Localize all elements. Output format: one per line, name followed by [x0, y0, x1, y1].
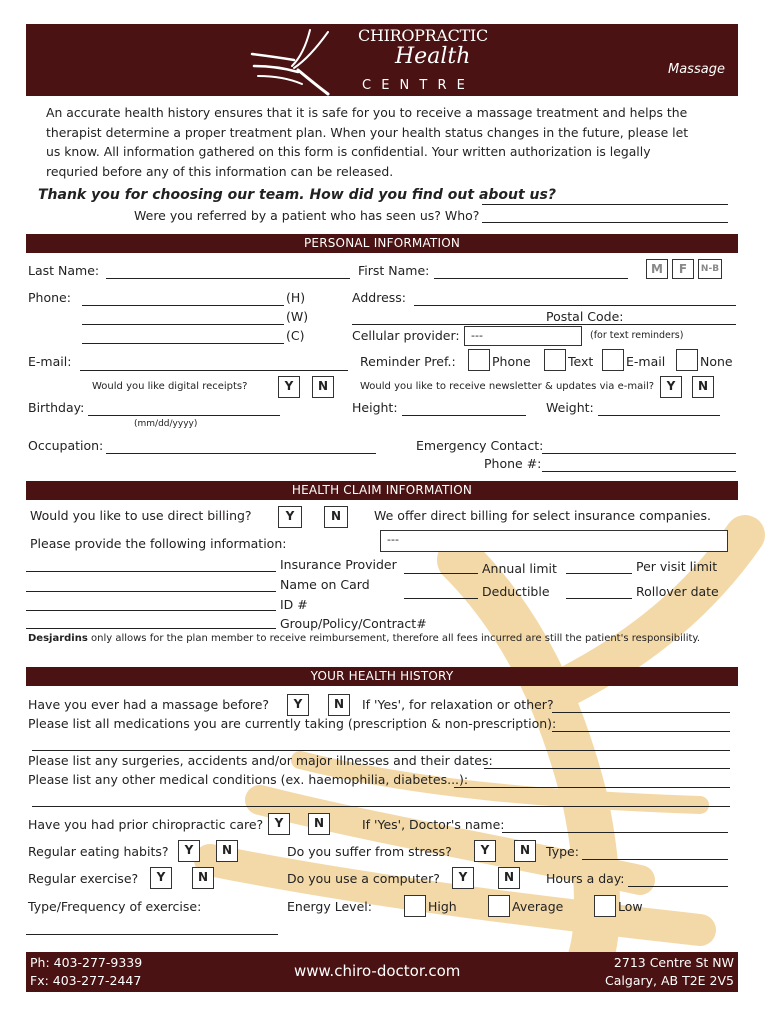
- gender-nb-box[interactable]: N-B: [698, 259, 722, 279]
- id-field[interactable]: [26, 610, 276, 611]
- conditions-label: Please list any other medical conditions (ex. haemophilia, diabetes...):: [28, 772, 469, 787]
- exercise-type-label: Type/Frequency of exercise:: [28, 899, 202, 914]
- brand-name: CHIROPRACTIC: [358, 26, 488, 45]
- first-name-label: First Name:: [358, 263, 430, 278]
- name-on-card-label: Name on Card: [280, 577, 370, 592]
- email-label: E-mail:: [28, 354, 72, 369]
- brand-health: Health: [395, 44, 471, 69]
- postal-code-label: Postal Code:: [546, 309, 624, 324]
- massage-no-box[interactable]: N: [328, 694, 350, 716]
- eating-habits-label: Regular eating habits?: [28, 844, 169, 859]
- phone-work-suffix: (W): [286, 309, 309, 324]
- medications-field[interactable]: [552, 731, 730, 732]
- exercise-yes-box[interactable]: Y: [150, 867, 172, 889]
- eating-yes-box[interactable]: Y: [178, 840, 200, 862]
- medications-label: Please list all medications you are currently taking (prescription & non-prescription):: [28, 716, 557, 731]
- footer-address-1: 2713 Centre St NW: [613, 955, 734, 970]
- surgeries-field[interactable]: [484, 768, 730, 769]
- prior-chiro-label: Have you had prior chiropractic care?: [28, 817, 264, 832]
- phone-cell-suffix: (C): [286, 328, 305, 343]
- gender-f-box[interactable]: F: [672, 259, 694, 279]
- height-field[interactable]: [402, 415, 526, 416]
- first-name-field[interactable]: [434, 278, 628, 279]
- newsletter-no-box[interactable]: N: [692, 376, 714, 398]
- chiro-yes-box[interactable]: Y: [268, 813, 290, 835]
- stress-no-box[interactable]: N: [514, 840, 536, 862]
- footer-address-2: Calgary, AB T2E 2V5: [605, 973, 734, 988]
- name-on-card-field[interactable]: [26, 591, 276, 592]
- emergency-phone-label: Phone #:: [484, 456, 542, 471]
- occupation-label: Occupation:: [28, 438, 104, 453]
- direct-billing-offer: We offer direct billing for select insurance companies.: [374, 508, 711, 523]
- energy-average-checkbox[interactable]: [488, 895, 510, 917]
- weight-label: Weight:: [546, 400, 594, 415]
- medications-field-2[interactable]: [32, 750, 730, 751]
- energy-average-label: Average: [512, 899, 564, 914]
- massage-yes-box[interactable]: Y: [287, 694, 309, 716]
- receipts-no-box[interactable]: N: [312, 376, 334, 398]
- provide-info-label: Please provide the following information:: [30, 536, 287, 551]
- surgeries-label: Please list any surgeries, accidents and/or major illnesses and their dates:: [28, 753, 493, 768]
- footer-website[interactable]: www.chiro-doctor.com: [294, 962, 461, 980]
- insurance-provider-field[interactable]: [26, 571, 276, 572]
- energy-high-label: High: [428, 899, 457, 914]
- section-claim-header: HEALTH CLAIM INFORMATION: [26, 481, 738, 500]
- footer-phone: Ph: 403-277-9339: [30, 955, 143, 970]
- brand-logo-icon: [248, 26, 358, 96]
- energy-high-checkbox[interactable]: [404, 895, 426, 917]
- birthday-field[interactable]: [88, 415, 280, 416]
- occupation-field[interactable]: [106, 453, 376, 454]
- weight-field[interactable]: [598, 415, 720, 416]
- address-line2-field[interactable]: [352, 324, 736, 325]
- desjardins-text: only allows for the plan member to receive reimbursement, therefore all fees incurred are still the patient's responsibility.: [87, 633, 701, 644]
- pref-text-label: Text: [568, 354, 594, 369]
- pref-phone-label: Phone: [492, 354, 531, 369]
- desjardins-name: Desjardins: [28, 633, 88, 644]
- address-label: Address:: [352, 290, 406, 305]
- cellular-provider-select[interactable]: ---: [464, 326, 582, 346]
- brand-centre: C E N T R E: [362, 78, 468, 93]
- phone-home-suffix: (H): [286, 290, 306, 305]
- text-reminders-note: (for text reminders): [590, 330, 684, 341]
- birthday-label: Birthday:: [28, 400, 85, 415]
- email-field[interactable]: [80, 370, 348, 371]
- emergency-contact-label: Emergency Contact:: [416, 438, 544, 453]
- date-format-hint: (mm/dd/yyyy): [134, 419, 198, 429]
- reminder-pref-label: Reminder Pref.:: [360, 354, 456, 369]
- address-field[interactable]: [414, 305, 736, 306]
- form-type-label: Massage: [668, 62, 725, 77]
- phone-work-field[interactable]: [82, 324, 284, 325]
- last-name-label: Last Name:: [28, 263, 100, 278]
- pref-email-checkbox[interactable]: [602, 349, 624, 371]
- rollover-label: Rollover date: [636, 584, 719, 599]
- conditions-field-2[interactable]: [32, 806, 730, 807]
- phone-cell-field[interactable]: [82, 343, 284, 344]
- phone-label: Phone:: [28, 290, 71, 305]
- insurance-company-select[interactable]: ---: [380, 530, 728, 552]
- deductible-label: Deductible: [482, 584, 550, 599]
- gender-m-box[interactable]: M: [646, 259, 668, 279]
- thanks-heading: Thank you for choosing our team. How did you find out about us?: [38, 187, 556, 203]
- doctor-name-label: If 'Yes', Doctor's name:: [362, 817, 505, 832]
- billing-no-box[interactable]: N: [324, 506, 348, 528]
- stress-type-label: Type:: [546, 844, 579, 859]
- pref-phone-checkbox[interactable]: [468, 349, 490, 371]
- billing-yes-box[interactable]: Y: [278, 506, 302, 528]
- referred-field[interactable]: [482, 222, 728, 223]
- pref-text-checkbox[interactable]: [544, 349, 566, 371]
- massage-before-label: Have you ever had a massage before?: [28, 697, 270, 712]
- receipts-yes-box[interactable]: Y: [278, 376, 300, 398]
- last-name-field[interactable]: [106, 278, 350, 279]
- energy-low-checkbox[interactable]: [594, 895, 616, 917]
- newsletter-label: Would you like to receive newsletter & updates via e-mail?: [360, 381, 655, 392]
- stress-yes-box[interactable]: Y: [474, 840, 496, 862]
- rollover-field[interactable]: [566, 598, 632, 599]
- energy-level-label: Energy Level:: [287, 899, 372, 914]
- pref-none-checkbox[interactable]: [676, 349, 698, 371]
- annual-limit-field[interactable]: [404, 573, 478, 574]
- pref-none-label: None: [700, 354, 733, 369]
- insurance-provider-label: Insurance Provider: [280, 557, 397, 572]
- direct-billing-label: Would you like to use direct billing?: [30, 508, 252, 523]
- section-personal-header: PERSONAL INFORMATION: [26, 234, 738, 253]
- per-visit-label: Per visit limit: [636, 559, 718, 574]
- annual-limit-label: Annual limit: [482, 561, 557, 576]
- height-label: Height:: [352, 400, 398, 415]
- how-found-field[interactable]: [482, 204, 728, 205]
- desjardins-note: [28, 633, 700, 644]
- chiro-no-box[interactable]: N: [308, 813, 330, 835]
- doctor-name-field[interactable]: [502, 832, 728, 833]
- digital-receipts-label: Would you like digital receipts?: [92, 381, 248, 392]
- phone-home-field[interactable]: [82, 305, 284, 306]
- computer-label: Do you use a computer?: [287, 871, 440, 886]
- stress-label: Do you suffer from stress?: [287, 844, 452, 859]
- section-history-header: YOUR HEALTH HISTORY: [26, 667, 738, 686]
- pref-email-label: E-mail: [626, 354, 666, 369]
- eating-no-box[interactable]: N: [216, 840, 238, 862]
- id-label: ID #: [280, 597, 308, 612]
- relaxation-label: If 'Yes', for relaxation or other?: [362, 697, 554, 712]
- computer-yes-box[interactable]: Y: [452, 867, 474, 889]
- conditions-field[interactable]: [454, 787, 730, 788]
- group-policy-field[interactable]: [26, 628, 276, 629]
- per-visit-field[interactable]: [566, 573, 632, 574]
- intro-paragraph: An accurate health history ensures that it is safe for you to receive a massage treatment and helps the therapist determine a proper treatment plan. When your health status changes in the future, please let us know. All information gathered on this form is confidential. Your written authorization is legally requried before any of this information can be released.: [46, 105, 689, 179]
- exercise-no-box[interactable]: N: [192, 867, 214, 889]
- footer-fax: Fx: 403-277-2447: [30, 973, 142, 988]
- emergency-contact-field[interactable]: [542, 453, 736, 454]
- exercise-label: Regular exercise?: [28, 871, 139, 886]
- computer-no-box[interactable]: N: [498, 867, 520, 889]
- cellular-provider-label: Cellular provider:: [352, 328, 460, 343]
- referred-label: Were you referred by a patient who has seen us? Who?: [134, 208, 480, 223]
- hours-day-field[interactable]: [628, 886, 728, 887]
- deductible-field[interactable]: [404, 598, 478, 599]
- stress-type-field[interactable]: [582, 859, 728, 860]
- newsletter-yes-box[interactable]: Y: [660, 376, 682, 398]
- hours-day-label: Hours a day:: [546, 871, 625, 886]
- group-policy-label: Group/Policy/Contract#: [280, 616, 427, 631]
- energy-low-label: Low: [618, 899, 643, 914]
- exercise-type-field[interactable]: [26, 934, 278, 935]
- relaxation-field[interactable]: [552, 712, 730, 713]
- emergency-phone-field[interactable]: [542, 471, 736, 472]
